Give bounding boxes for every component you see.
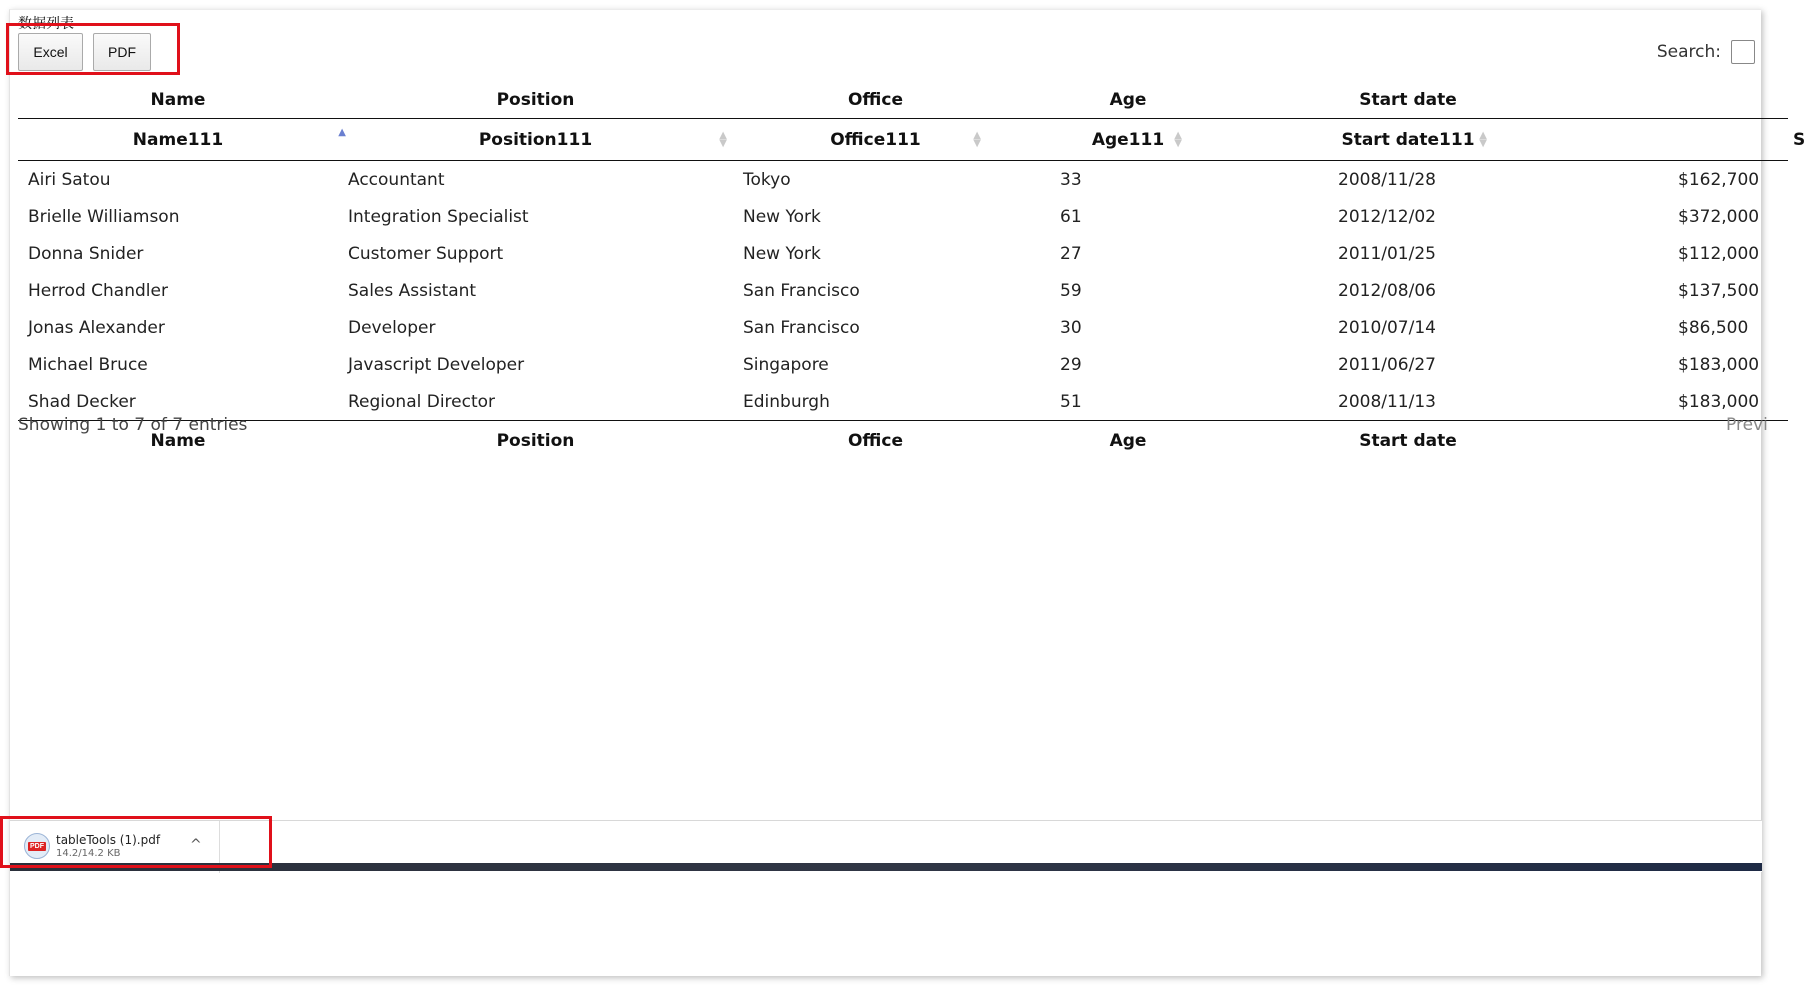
- cell-salary: $183,000: [1678, 391, 1760, 412]
- table-group-header: [18, 82, 1788, 119]
- column-header-age-label: Age111: [1091, 129, 1165, 150]
- cell-start-date: 2008/11/13: [1338, 391, 1436, 412]
- data-table: [18, 82, 1805, 460]
- cell-position: Sales Assistant: [348, 280, 477, 301]
- cell-age: 29: [1060, 354, 1082, 375]
- column-header-salary[interactable]: [1578, 119, 1805, 160]
- cell-name: Shad Decker: [28, 391, 136, 412]
- group-header-name: Name: [150, 90, 206, 110]
- excel-export-button[interactable]: Excel: [18, 33, 83, 71]
- cell-salary: $112,000: [1678, 243, 1760, 264]
- cell-age: 30: [1060, 317, 1082, 338]
- footer-name: Name: [150, 430, 206, 451]
- column-header-start-date[interactable]: [1238, 119, 1578, 160]
- sort-both-icon: ▲ ▼: [973, 130, 981, 149]
- previous-page-button[interactable]: Previ: [1726, 415, 1768, 435]
- table-row: [18, 161, 1788, 198]
- cell-position: Customer Support: [348, 243, 504, 264]
- table-row: [18, 309, 1788, 346]
- cell-name: Herrod Chandler: [28, 280, 168, 301]
- group-header-office: Office: [847, 90, 904, 110]
- search-input[interactable]: [1731, 40, 1755, 64]
- cell-name: Michael Bruce: [28, 354, 148, 375]
- column-header-start-date-label: Start date111: [1341, 129, 1475, 150]
- cell-salary: $137,500: [1678, 280, 1760, 301]
- footer-age: Age: [1109, 430, 1147, 451]
- chevron-up-icon[interactable]: ^: [190, 837, 202, 853]
- page-title: 数据列表: [18, 16, 74, 32]
- column-header-office[interactable]: [733, 119, 1018, 160]
- cell-start-date: 2012/12/02: [1338, 206, 1436, 227]
- table-footer: [18, 420, 1788, 460]
- footer-office: Office: [847, 430, 904, 451]
- cell-position: Regional Director: [348, 391, 496, 412]
- cell-start-date: 2011/01/25: [1338, 243, 1436, 264]
- table-row: [18, 383, 1788, 420]
- cell-position: Javascript Developer: [348, 354, 525, 375]
- footer-position: Position: [496, 430, 575, 451]
- search-box: [1657, 33, 1755, 71]
- table-row: [18, 272, 1788, 309]
- column-header-position[interactable]: [338, 119, 733, 160]
- column-header-name-label: Name111: [132, 129, 224, 150]
- cell-office: Singapore: [743, 354, 829, 375]
- cell-office: New York: [743, 206, 821, 227]
- sort-both-icon: ▲ ▼: [1479, 130, 1487, 149]
- cell-name: Jonas Alexander: [28, 317, 165, 338]
- taskbar-strip: [10, 863, 1762, 871]
- cell-office: San Francisco: [743, 317, 860, 338]
- pdf-export-button[interactable]: PDF: [93, 33, 151, 71]
- highlight-box-download: [0, 816, 272, 868]
- cell-name: Brielle Williamson: [28, 206, 180, 227]
- cell-start-date: 2012/08/06: [1338, 280, 1436, 301]
- cell-position: Developer: [348, 317, 436, 338]
- table-row: [18, 198, 1788, 235]
- column-header-position-label: Position111: [478, 129, 593, 150]
- sort-both-icon: ▲ ▼: [1174, 130, 1182, 149]
- column-header-name[interactable]: [18, 119, 346, 160]
- cell-salary: $162,700: [1678, 169, 1760, 190]
- cell-office: San Francisco: [743, 280, 860, 301]
- pdf-icon-label: PDF: [30, 842, 44, 850]
- cell-salary: $372,000: [1678, 206, 1760, 227]
- column-header-age[interactable]: [1018, 119, 1238, 160]
- cell-salary: $183,000: [1678, 354, 1760, 375]
- cell-age: 33: [1060, 169, 1082, 190]
- footer-start-date: Start date: [1359, 430, 1457, 451]
- download-file-name: tableTools (1).pdf: [56, 833, 161, 847]
- column-header-office-label: Office111: [830, 129, 921, 150]
- table-row: [18, 235, 1788, 272]
- sort-ascending-icon: ▲: [338, 127, 346, 138]
- table-info: Showing 1 to 7 of 7 entries: [18, 415, 248, 435]
- cell-age: 51: [1060, 391, 1082, 412]
- column-header-salary-label: S: [1793, 129, 1805, 150]
- cell-salary: $86,500: [1678, 317, 1749, 338]
- group-header-position: Position: [496, 90, 575, 110]
- cell-name: Airi Satou: [28, 169, 111, 190]
- highlight-box-export-buttons: [6, 23, 180, 75]
- cell-position: Integration Specialist: [348, 206, 529, 227]
- table-row: [18, 346, 1788, 383]
- group-header-age: Age: [1109, 90, 1147, 110]
- table-column-header: [18, 119, 1805, 161]
- cell-start-date: 2010/07/14: [1338, 317, 1436, 338]
- sort-both-icon: ▲ ▼: [719, 130, 727, 149]
- cell-name: Donna Snider: [28, 243, 144, 264]
- group-header-start-date: Start date: [1359, 90, 1457, 110]
- cell-start-date: 2008/11/28: [1338, 169, 1436, 190]
- cell-age: 27: [1060, 243, 1082, 264]
- cell-age: 61: [1060, 206, 1082, 227]
- cell-position: Accountant: [348, 169, 445, 190]
- cell-office: Tokyo: [743, 169, 791, 190]
- download-progress: 14.2/14.2 KB: [56, 848, 121, 859]
- cell-office: Edinburgh: [743, 391, 830, 412]
- cell-office: New York: [743, 243, 821, 264]
- cell-age: 59: [1060, 280, 1082, 301]
- cell-start-date: 2011/06/27: [1338, 354, 1436, 375]
- search-label: Search:: [1656, 42, 1721, 62]
